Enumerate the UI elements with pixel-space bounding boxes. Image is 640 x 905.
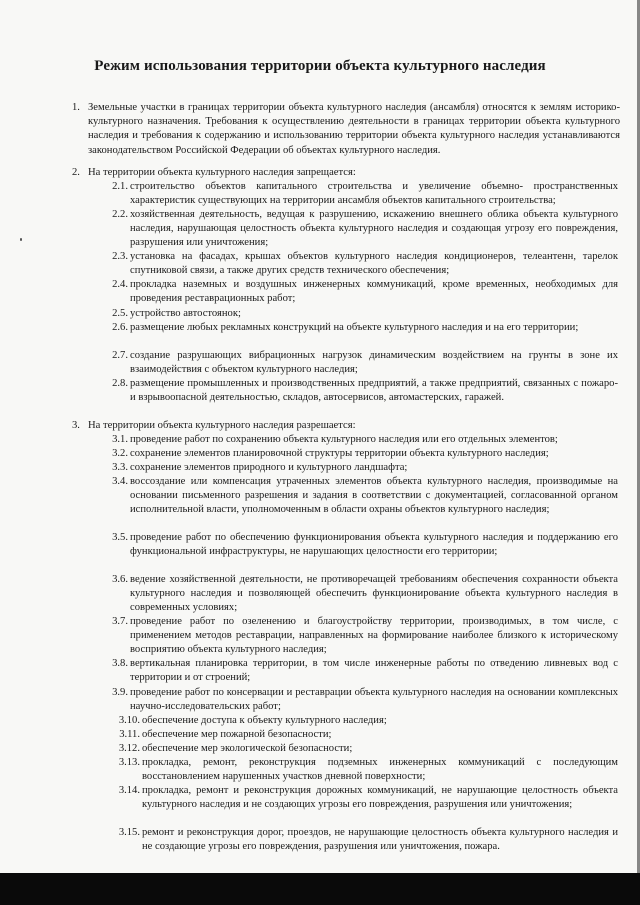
item-number: 2.4. xyxy=(112,279,128,290)
item-text: обеспечение мер экологической безопасности; xyxy=(142,743,353,754)
item-text: проведение работ по консервации и реставрации объекта культурного наследия на основании комплексных научно-исследовательских работ; xyxy=(130,687,618,713)
section-text: На территории объекта культурного наследия разрешается: xyxy=(88,420,356,431)
list-item xyxy=(112,377,618,405)
item-text: хозяйственная деятельность, ведущая к разрушению, искажению внешнего облика объекта культурного наследия, нарушающая целостность объекта культурного наследия и создающая угрозу его повреждения, разрушения или уничтожения; xyxy=(130,209,618,249)
item-number: 3.1. xyxy=(112,434,128,445)
list-item xyxy=(112,349,618,377)
list-item xyxy=(112,180,618,208)
list-item xyxy=(118,756,618,784)
item-number: 2.6. xyxy=(112,322,128,333)
item-number: 3.13. xyxy=(118,757,140,768)
item-text: установка на фасадах, крышах объектов культурного наследия кондиционеров, телеантенн, тарелок спутниковой связи, а также других средств технического обеспечения; xyxy=(130,251,618,277)
item-text: вертикальная планировка территории, в том числе инженерные работы по отведению ливневых вод с территории и от строений; xyxy=(130,658,618,684)
list-item xyxy=(112,250,618,278)
item-text: строительство объектов капитального строительства и увеличение объемно- пространственных характеристик существующих на территории ансамбля объектов капитального строительства; xyxy=(130,181,618,207)
item-text: проведение работ по сохранению объекта культурного наследия или его отдельных элементов; xyxy=(130,434,558,445)
item-number: 3.14. xyxy=(118,785,140,796)
item-number: 3.3. xyxy=(112,462,128,473)
list-item xyxy=(112,278,618,306)
item-text: размещение промышленных и производственных предприятий, а также предприятий, связанных с пожаро- и взрывоопасной деятельностью, складов, автосервисов, автомастерских, гаражей. xyxy=(130,378,618,404)
list-item xyxy=(118,714,618,728)
item-number: 3.7. xyxy=(112,616,128,627)
item-number: 3.9. xyxy=(112,687,128,698)
item-number: 3.6. xyxy=(112,574,128,585)
item-text: воссоздание или компенсация утраченных элементов объекта культурного наследия, производимые на основании письменного разрешения и задания в соответствии с документацией, согласованной органом исполнительной власти, уполномоченным в области охраны объектов культурного наследия; xyxy=(130,476,618,516)
section-number: 1. xyxy=(72,102,80,113)
item-number: 2.8. xyxy=(112,378,128,389)
item-number: 3.15. xyxy=(118,827,140,838)
item-text: устройство автостоянок; xyxy=(130,308,241,319)
list-item xyxy=(118,826,618,854)
list-item xyxy=(112,686,618,714)
item-number: 3.5. xyxy=(112,532,128,543)
item-number: 3.10. xyxy=(118,715,140,726)
list-item xyxy=(112,657,618,685)
list-item xyxy=(112,433,618,447)
document-title: Режим использования территории объекта культурного наследия xyxy=(94,58,546,74)
item-text: обеспечение мер пожарной безопасности; xyxy=(142,729,332,740)
list-item xyxy=(112,573,618,616)
item-text: сохранение элементов планировочной структуры территории объекта культурного наследия; xyxy=(130,448,549,459)
list-item xyxy=(112,531,618,559)
item-text: прокладка, ремонт, реконструкция подземных инженерных коммуникаций с последующим восстановлением нарушенных участков дневной поверхности; xyxy=(142,757,618,783)
section-text: На территории объекта культурного наследия запрещается: xyxy=(88,167,356,178)
list-item xyxy=(112,447,618,461)
scan-speck xyxy=(20,238,22,241)
item-number: 3.11. xyxy=(119,729,140,740)
item-number: 2.7. xyxy=(112,350,128,361)
item-number: 3.2. xyxy=(112,448,128,459)
item-number: 3.8. xyxy=(112,658,128,669)
section-number: 3. xyxy=(72,420,80,431)
item-text: проведение работ по обеспечению функционирования объекта культурного наследия и поддержанию его функциональной инфраструктуры, не нарушающих целостности его территории; xyxy=(130,532,618,558)
list-item xyxy=(112,475,618,518)
item-text: сохранение элементов природного и культурного ландшафта; xyxy=(130,462,408,473)
list-item xyxy=(112,321,618,335)
list-item xyxy=(118,742,618,756)
list-item xyxy=(112,208,618,251)
item-text: прокладка наземных и воздушных инженерных коммуникаций, кроме временных, необходимых для проведения реставрационных работ; xyxy=(130,279,618,305)
screen-bottom-bar xyxy=(0,873,640,905)
item-text: размещение любых рекламных конструкций на объекте культурного наследия и на его территории; xyxy=(130,322,579,333)
list-item xyxy=(119,728,618,742)
item-text: прокладка, ремонт и реконструкция дорожных коммуникаций, не нарушающие целостность объекта культурного наследия и не создающих угрозы его повреждения, разрушения или уничтожения; xyxy=(142,785,618,811)
item-number: 2.3. xyxy=(112,251,128,262)
item-number: 3.12. xyxy=(118,743,140,754)
list-item xyxy=(112,615,618,658)
item-text: ремонт и реконструкция дорог, проездов, не нарушающие целостность объекта культурного наследия и не создающие угрозы его повреждения, разрушения или уничтожения, пожара. xyxy=(142,827,618,853)
item-text: проведение работ по озеленению и благоустройству территории, производимых, в том числе, с применением методов реставрации, направленных на формирование наиболее близкого к историческому восприятию объекта культурного наследия; xyxy=(130,616,618,656)
item-number: 2.5. xyxy=(112,308,128,319)
section-text: Земельные участки в границах территории объекта культурного наследия (ансамбля) относятся к землям историко-культурного назначения. Требования к осуществлению деятельности в границах территории объекта культурного наследия и требования к содержанию и использованию территории объекта культурного наследия устанавливаются законодательством Российской Федерации об объектах культурного наследия. xyxy=(88,102,620,156)
list-item xyxy=(118,784,618,812)
list-item xyxy=(112,461,618,475)
item-text: ведение хозяйственной деятельности, не противоречащей требованиям обеспечения сохранности объекта культурного наследия и позволяющей обеспечить функционирование объекта культурного наследия в современных условиях; xyxy=(130,574,618,614)
item-number: 2.1. xyxy=(112,181,128,192)
item-number: 2.2. xyxy=(112,209,128,220)
list-item xyxy=(112,307,618,321)
section-number: 2. xyxy=(72,167,80,178)
item-text: создание разрушающих вибрационных нагрузок динамическим воздействием на грунты в зоне их взаимодействия с объектом культурного наследия; xyxy=(130,350,618,376)
item-number: 3.4. xyxy=(112,476,128,487)
item-text: обеспечение доступа к объекту культурного наследия; xyxy=(142,715,387,726)
